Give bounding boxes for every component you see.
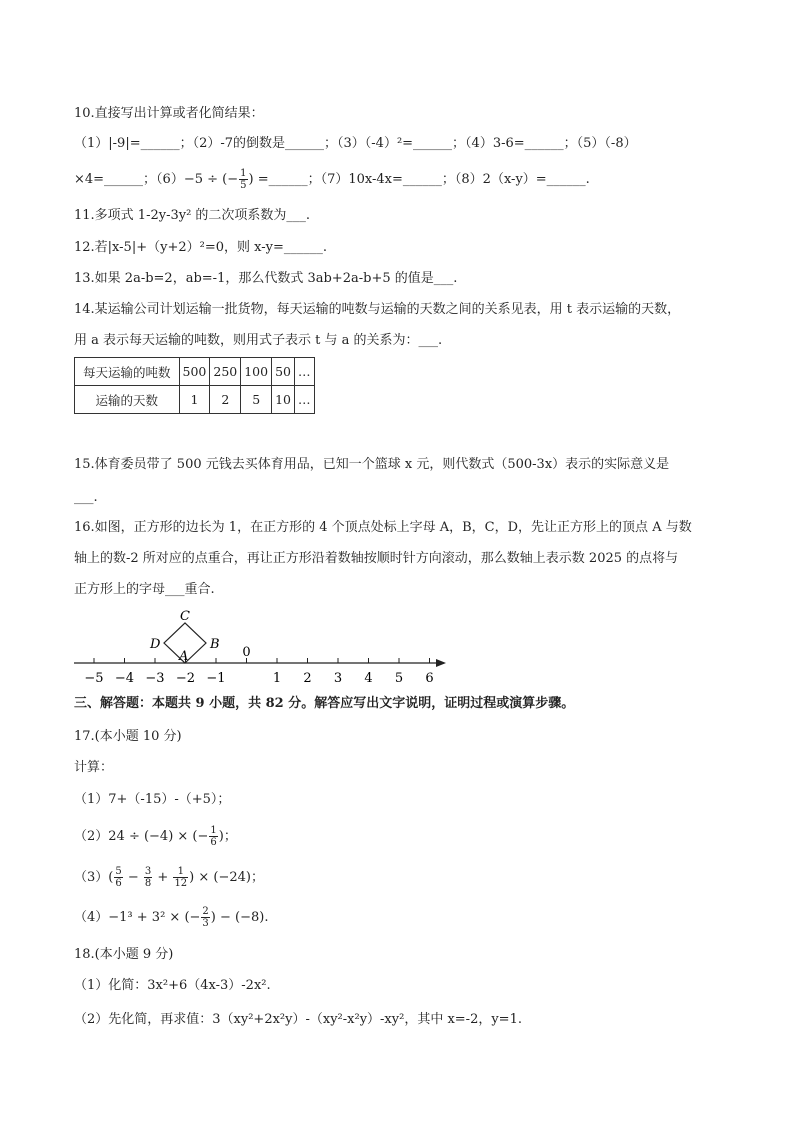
fraction-denominator: 6: [210, 837, 217, 848]
fraction-numerator: 1: [173, 866, 188, 878]
q16-line1: 16.如图，正方形的边长为 1，在正方形的 4 个顶点处标上字母 A，B，C，D，先让正方形上的顶点 A 与数: [74, 520, 692, 535]
fraction-numerator: 1: [240, 168, 247, 179]
table-cell: 2: [210, 386, 241, 414]
tick-label: 4: [364, 671, 373, 686]
vertex-label-b: B: [210, 637, 220, 652]
q18-part2: （2）先化简，再求值：3（xy²+2x²y）-（xy²-x²y）-xy²，其中 x=-2，y=1.: [74, 1012, 522, 1027]
vertex-label-d: D: [150, 637, 161, 652]
fraction-denominator: 5: [240, 180, 247, 191]
q17-part4: [74, 906, 268, 929]
q10-line3-part-a: ×4=______；（6）: [74, 172, 184, 187]
tick-label: 1: [272, 671, 282, 686]
fraction-numerator: 2: [202, 906, 209, 917]
q17-part4-fraction: [201, 906, 209, 929]
q10-fraction: [239, 168, 247, 191]
q17-part3-fraction-3: [173, 866, 188, 889]
table-cell: 50: [272, 358, 295, 386]
q17-part1: （1）7+（-15）-（+5）；: [74, 792, 231, 807]
q15-line2: ___.: [74, 490, 98, 505]
table-cell: 100: [241, 358, 272, 386]
q17-part4-a: （4）−1³ + 3² × (−: [74, 910, 201, 925]
q14-line2: 用 a 表示每天运输的吨数，则用式子表示 t 与 a 的关系为：___.: [74, 333, 443, 348]
arrow-head-icon: [436, 659, 446, 667]
tick-label: −5: [84, 671, 104, 686]
q10-heading: 10.直接写出计算或者化简结果：: [74, 106, 264, 121]
vertex-label-a: A: [179, 649, 189, 664]
tick-label: 5: [394, 671, 404, 686]
q17-part3-b: ) × (−24)；: [189, 870, 264, 885]
number-line-ticks: [84, 645, 433, 686]
q17-part2-b: )；: [218, 829, 237, 844]
fraction-denominator: 8: [144, 878, 152, 889]
q12-text: 12.若|x-5|+（y+2）²=0，则 x-y=______.: [74, 240, 327, 255]
number-line-figure: [70, 606, 450, 686]
table-row: [75, 386, 315, 414]
q13-text: 13.如果 2a-b=2，ab=-1，那么代数式 3ab+2a-b+5 的值是___.: [74, 271, 458, 286]
q17-intro: 计算：: [74, 760, 114, 775]
vertex-label-c: C: [180, 609, 190, 624]
q10-line3: [74, 168, 590, 191]
q15-line1: 15.体育委员带了 500 元钱去买体育用品，已知一个篮球 x 元，则代数式（500-3x）表示的实际意义是: [74, 457, 670, 472]
table-cell: 5: [241, 386, 272, 414]
table-cell: …: [295, 358, 315, 386]
tick-label: 2: [303, 671, 312, 686]
table-cell: 250: [210, 358, 241, 386]
fraction-numerator: 3: [144, 866, 152, 877]
table-cell: 500: [179, 358, 210, 386]
q11-text: 11.多项式 1-2y-3y² 的二次项系数为___.: [74, 208, 311, 223]
fraction-numerator: 5: [115, 866, 122, 877]
table-cell: 1: [179, 386, 210, 414]
tick-label: −4: [114, 671, 135, 686]
table-cell: 每天运输的吨数: [75, 358, 180, 386]
q10-line3-part-c: ) =______；（7）10x-4x=______；（8）2（x-y）=______.: [248, 172, 590, 187]
q10-line3-part-b: −5 ÷ (−: [183, 172, 239, 187]
q17-part2: [74, 825, 237, 848]
q17-part2-a: （2）24 ÷ (−4) × (−: [74, 829, 209, 844]
q17-part3-a: （3）(: [74, 870, 114, 885]
section-3-heading: 三、解答题：本题共 9 小题，共 82 分。解答应写出文字说明，证明过程或演算步骤。: [74, 696, 575, 711]
tick-label: −1: [206, 671, 226, 686]
q17-part3-fraction-1: [114, 866, 122, 889]
q17-part3: [74, 866, 264, 889]
fraction-denominator: 6: [115, 878, 122, 889]
fraction-denominator: 3: [202, 918, 209, 929]
tick-label: −3: [145, 671, 165, 686]
tick-label: 3: [333, 671, 343, 686]
transport-table: [74, 357, 315, 414]
q17-title: 17.(本小题 10 分): [74, 729, 182, 744]
q18-part1: （1）化简：3x²+6（4x-3）-2x².: [74, 978, 271, 993]
q17-part3-fraction-2: [144, 866, 152, 889]
fraction-denominator: 12: [174, 878, 188, 889]
q17-part4-b: ) − (−8).: [210, 910, 269, 925]
q16-line3: 正方形上的字母___重合.: [74, 582, 215, 597]
table-cell: 运输的天数: [75, 386, 180, 414]
fraction-numerator: 1: [210, 825, 217, 836]
q18-title: 18.(本小题 9 分): [74, 947, 174, 962]
tick-label: −2: [175, 671, 196, 686]
table-cell: …: [295, 386, 315, 414]
table-row: [75, 358, 315, 386]
q17-part2-fraction: [209, 825, 217, 848]
operator-minus: −: [123, 870, 143, 885]
table-cell: 10: [272, 386, 295, 414]
q14-line1: 14.某运输公司计划运输一批货物，每天运输的吨数与运输的天数之间的关系见表，用 t 表示运输的天数，: [74, 302, 681, 317]
tick-label: 6: [425, 671, 434, 686]
tick-label: 0: [242, 645, 251, 660]
q16-line2: 轴上的数-2 所对应的点重合，再让正方形沿着数轴按顺时针方向滚动，那么数轴上表示数 2025 的点将与: [74, 551, 679, 566]
operator-plus: +: [153, 870, 173, 885]
q10-line2: （1）|-9|=______；（2）-7的倒数是______；（3）（-4）²=______；（4）3-6=______；（5）（-8）: [74, 136, 637, 151]
